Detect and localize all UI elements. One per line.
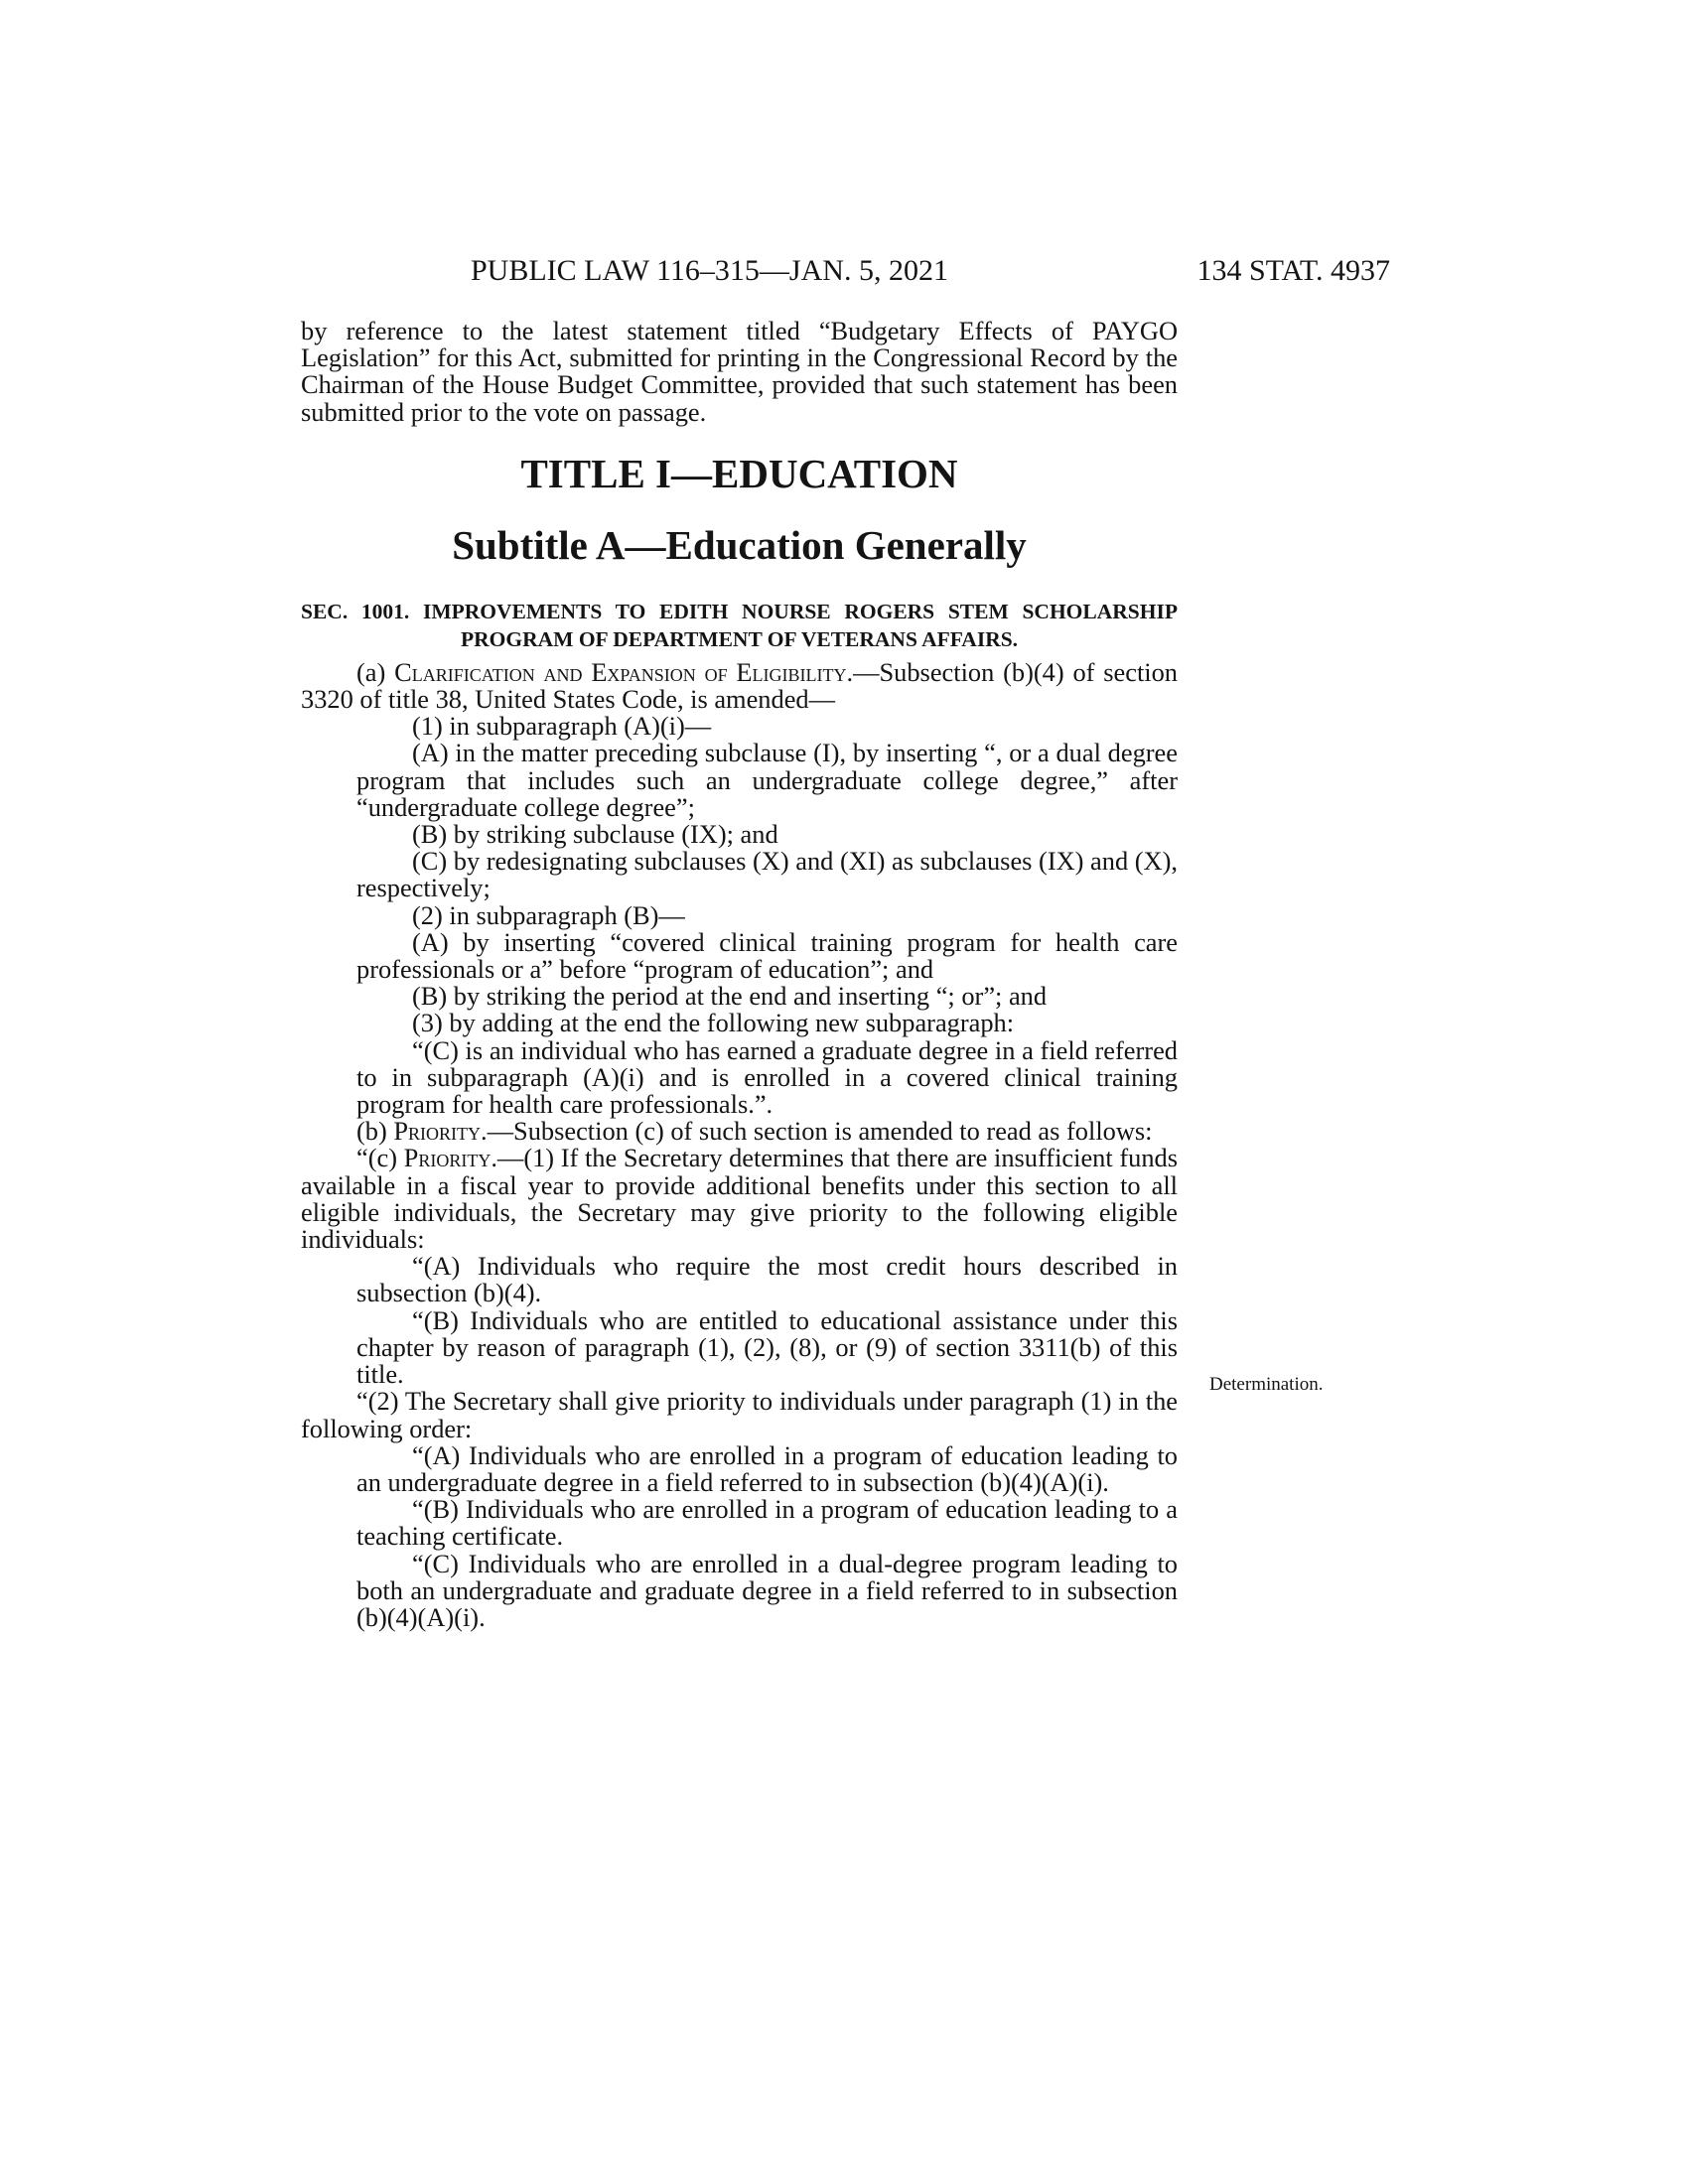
priority-c-heading: Priority — [403, 1143, 492, 1173]
subsection-b-heading: Priority — [393, 1116, 482, 1147]
intro-paragraph: by reference to the latest statement titled “Budgetary Effects of PAYGO Legislation” for this Act, submitted for printing in the Congressional Record by the Chairman of the House Budget Committee, provided that such statement has been submitted prior to the vote on passage. — [301, 316, 1178, 427]
running-header — [298, 251, 1390, 291]
subsection-b-text: .—Subsection (c) of such section is amended to read as follows: — [481, 1116, 1153, 1147]
margin-note: Determination. — [1209, 1374, 1324, 1395]
priority-item-a: “(A) Individuals who require the most credit hours described in subsection (b)(4). — [356, 1251, 1178, 1308]
paragraph-2: (2) in subparagraph (B)— — [412, 899, 685, 930]
title-heading: TITLE I—EDUCATION — [520, 450, 958, 496]
quoted-subparagraph-c: “(C) is an individual who has earned a graduate degree in a field referred to in subparagraph (A)(i) and is enrolled in a covered clinical training program for health care professionals.”. — [356, 1034, 1178, 1120]
subsection-b-label: (b) — [356, 1116, 394, 1147]
subsection-a-heading: Clarification and Expansion of Eligibility — [394, 656, 847, 687]
document-body — [301, 318, 1178, 1631]
order-item-c: “(C) Individuals who are enrolled in a dual-degree program leading to both an undergraduate and graduate degree in a field referred to in subsection (b)(4)(A)(i). — [356, 1548, 1178, 1632]
paragraph-1: (1) in subparagraph (A)(i)— — [412, 711, 712, 742]
subsection-a — [301, 656, 1179, 715]
subsection-a-label: (a) — [356, 656, 395, 687]
priority-item-b: “(B) Individuals who are entitled to educational assistance under this chapter by reason of paragraph (1), (2), (8), or (9) of section 3311(b) of this title. — [356, 1304, 1178, 1390]
clause-2a: (A) by inserting “covered clinical training program for health care professionals or a” before “program of education”; and — [356, 926, 1178, 985]
priority-c-text: .—(1) If the Secretary determines that there are insufficient funds available in a fiscal year to provide additional benefits under this section to all eligible individuals, the Secretary may give priority to the following eligible individuals: — [301, 1143, 1178, 1255]
paragraph-3: (3) by adding at the end the following new subparagraph: — [412, 1008, 1015, 1038]
clause-1b: (B) by striking subclause (IX); and — [412, 819, 778, 850]
priority-c-label: “(c) — [356, 1143, 404, 1173]
clause-1a-text: (A) in the matter preceding subclause (I), by inserting “, or a dual degree program that includes such an undergraduate college degree,” after “undergraduate college degree”; — [356, 738, 1178, 822]
subtitle-heading: Subtitle A—Education Generally — [452, 521, 1027, 568]
priority-paragraph-2: “(2) The Secretary shall give priority to individuals under paragraph (1) in the following order: — [301, 1386, 1178, 1443]
subsection-b — [301, 1118, 1178, 1145]
subsection-a-text: .—Subsection (b)(4) of section 3320 of title 38, United States Code, is amended— — [301, 656, 1179, 715]
order-item-b: “(B) Individuals who are enrolled in a program of education leading to a teaching certificate. — [356, 1494, 1178, 1552]
clause-1a — [301, 740, 1178, 821]
priority-subsection-c — [301, 1145, 1178, 1253]
clause-2b: (B) by striking the period at the end and inserting “; or”; and — [412, 981, 1048, 1012]
statute-page-number: 134 STAT. 4937 — [1196, 254, 1390, 287]
clause-1c: (C) by redesignating subclauses (X) and (XI) as subclauses (IX) and (X), respectively; — [356, 846, 1178, 903]
public-law-citation: PUBLIC LAW 116–315—JAN. 5, 2021 — [471, 254, 948, 287]
section-heading: SEC. 1001. IMPROVEMENTS TO EDITH NOURSE ROGERS STEM SCHOLARSHIP PROGRAM OF DEPARTMENT OF VETERANS AFFAIRS. — [301, 599, 1178, 651]
order-item-a: “(A) Individuals who are enrolled in a program of education leading to an undergraduate degree in a field referred to in subsection (b)(4)(A)(i). — [356, 1439, 1178, 1497]
